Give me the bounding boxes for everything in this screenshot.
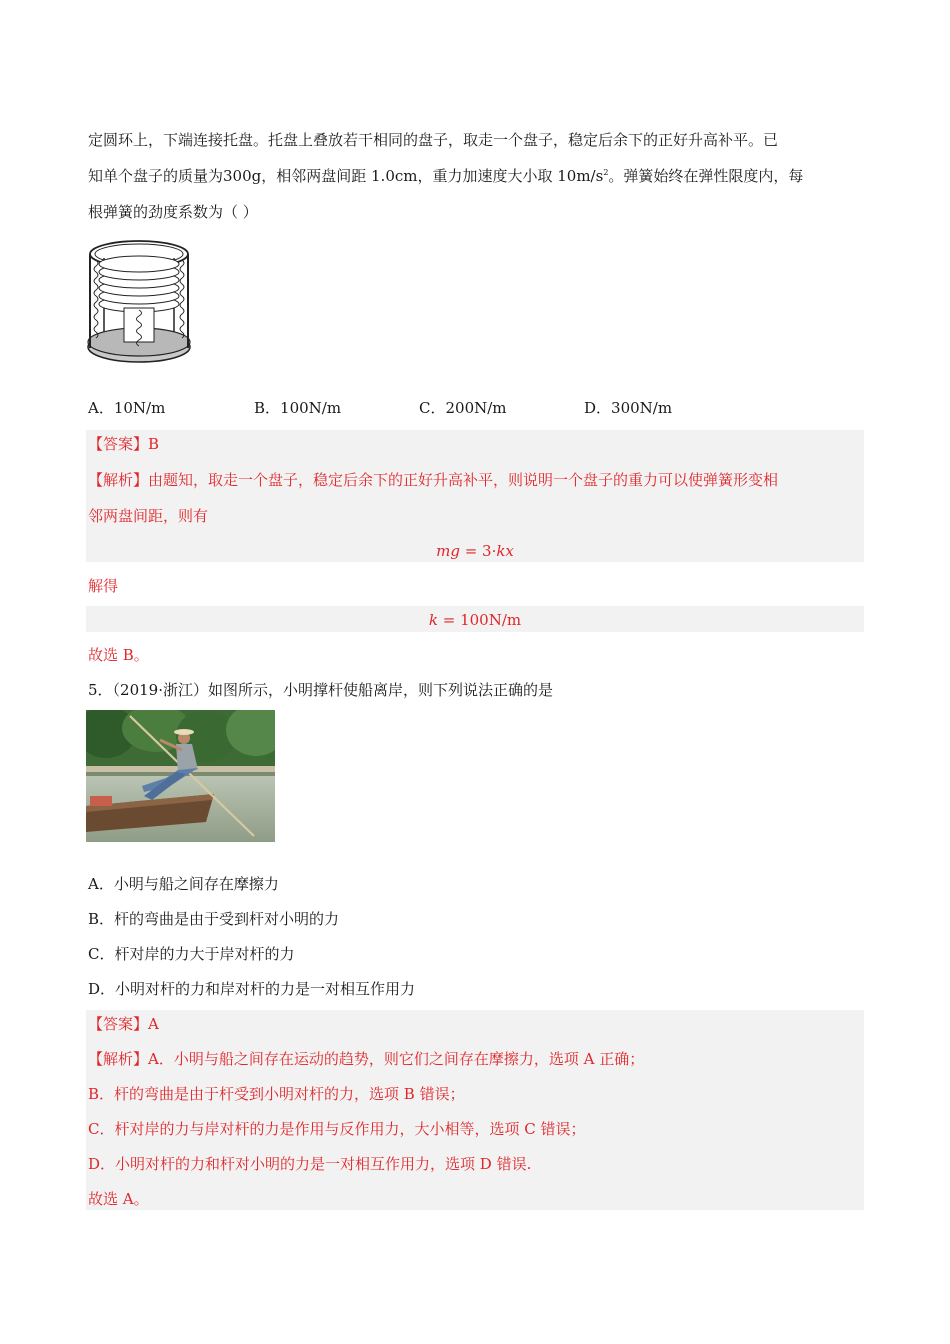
- q4-equation-1: mg = 3·kx: [436, 542, 514, 560]
- q4-answer: 【答案】B: [88, 435, 160, 453]
- q5-answer: 【答案】A: [88, 1015, 159, 1033]
- q5-analysis-line-4: D．小明对杆的力和杆对小明的力是一对相互作用力，选项 D 错误.: [88, 1155, 532, 1173]
- q4-conclusion: 故选 B。: [88, 646, 149, 664]
- q5-option-d: D．小明对杆的力和岸对杆的力是一对相互作用力: [88, 980, 416, 998]
- q5-option-a: A．小明与船之间存在摩擦力: [88, 875, 279, 893]
- q4-option-d: D．300N/m: [584, 399, 673, 417]
- q4-solve-label: 解得: [88, 577, 119, 595]
- q5-option-b: B．杆的弯曲是由于受到杆对小明的力: [88, 910, 340, 928]
- q4-equation-2: k = 100N/m: [428, 611, 522, 629]
- boat-pole-photo: [86, 710, 275, 842]
- q5-conclusion: 故选 A。: [88, 1190, 149, 1208]
- q5-option-c: C．杆对岸的力大于岸对杆的力: [88, 945, 295, 963]
- q4-option-c: C．200N/m: [419, 399, 507, 417]
- q5-analysis-line-1: 【解析】A．小明与船之间存在运动的趋势，则它们之间存在摩擦力，选项 A 正确；: [88, 1050, 645, 1068]
- q5-stem: 5．（2019·浙江）如图所示，小明撑杆使船离岸，则下列说法正确的是: [88, 681, 553, 699]
- q4-option-b: B．100N/m: [254, 399, 342, 417]
- q4-stem-line-1: 定圆环上，下端连接托盘。托盘上叠放若干相同的盘子，取走一个盘子，稳定后余下的正好升高补平。已: [88, 131, 779, 149]
- q4-option-a: A．10N/m: [88, 399, 166, 417]
- q5-answer-panel: [86, 1010, 864, 1210]
- q4-stem-line-3: 根弹簧的劲度系数为（ ）: [88, 203, 258, 221]
- q4-analysis-line-2: 邻两盘间距，则有: [88, 507, 209, 525]
- q4-stem-line-2: 知单个盘子的质量为300g，相邻两盘间距 1.0cm，重力加速度大小取 $10m/s^2$。弹簧始终在弹性限度内，每: [88, 167, 804, 185]
- q5-analysis-line-3: C．杆对岸的力与岸对杆的力是作用与反作用力，大小相等，选项 C 错误；: [88, 1120, 586, 1138]
- q4-analysis-line-1: 【解析】由题知，取走一个盘子，稳定后余下的正好升高补平，则说明一个盘子的重力可以使弹簧形变相: [88, 471, 779, 489]
- q5-analysis-line-2: B．杆的弯曲是由于杆受到小明对杆的力，选项 B 错误；: [88, 1085, 465, 1103]
- plate-dispenser-figure: [86, 236, 192, 368]
